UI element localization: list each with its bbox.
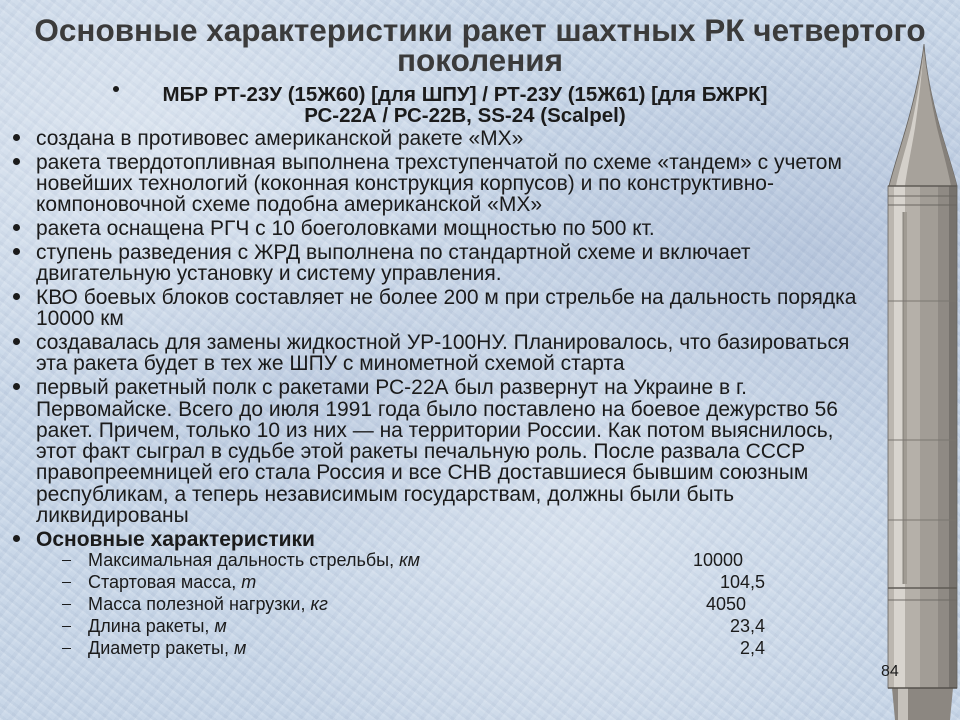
specs-heading: Основные характеристики	[36, 527, 315, 551]
bullet-list	[36, 128, 886, 659]
bullet-item	[36, 377, 886, 526]
bullet-line: ракета оснащена РГЧ с 10 боеголовками мощностью по 500 кт.	[36, 217, 655, 241]
spec-label	[88, 637, 246, 659]
bullet-line: создавалась для замены жидкостной УР-100НУ. Планировалось, что базироваться	[36, 331, 850, 355]
bullet-item	[36, 287, 886, 330]
bullet-line: первый ракетный полк с ракетами РС-22А был развернут на Украине в г.	[36, 376, 747, 400]
bullet-dot	[13, 224, 20, 231]
specs-list	[36, 549, 886, 659]
bullet-item	[36, 128, 886, 149]
spec-unit: кг	[310, 593, 328, 614]
slide-title: Основные характеристики ракет шахтных РК четвертого поколения	[34, 12, 926, 78]
bullet-dot	[13, 535, 20, 542]
bullet-item	[36, 242, 886, 285]
rocket-body-strip	[888, 186, 894, 688]
bullet-line: этот факт сыграл в судьбе этой ракеты печальную роль. После развала СССР	[36, 440, 806, 464]
spec-value: 10000	[693, 549, 744, 570]
spec-label-text: Диаметр ракеты,	[88, 637, 229, 658]
spec-label-text: Масса полезной нагрузки,	[88, 593, 306, 614]
spec-value: 23,4	[730, 615, 766, 636]
spec-label	[88, 571, 256, 593]
rocket-body-strip	[949, 186, 957, 688]
bullet-dot	[13, 338, 20, 345]
bullet-line: ракета твердотопливная выполнена трехступенчатой по схеме «тандем» с учетом	[36, 150, 842, 174]
bullet-line: двигательную установку и систему управления.	[36, 262, 502, 286]
bullet-line: ступень разведения с ЖРД выполнена по стандартной схеме и включает	[36, 240, 751, 264]
bullet-dot	[13, 383, 20, 390]
bullet-line: новейших технологий (коконная конструкция корпусов) и по конструктивно-	[36, 172, 774, 196]
spec-dash	[62, 582, 71, 583]
spec-label	[88, 615, 227, 637]
rocket-body-strip	[905, 186, 920, 688]
page-number: 84	[881, 663, 899, 680]
spec-row-diameter	[36, 637, 886, 659]
bullet-line: компоновочной схеме подобна американской «МХ»	[36, 193, 542, 217]
rocket-nozzle-highlight	[898, 688, 908, 720]
bullet-line: ракет. Причем, только 10 из них — на территории России. Как потом выяснилось,	[36, 418, 834, 442]
rocket-illustration	[880, 0, 960, 720]
spec-unit: т	[241, 571, 257, 592]
bullet-dot	[13, 248, 20, 255]
spec-unit: км	[399, 549, 420, 570]
bullet-line: создана в противовес американской ракете «МХ»	[36, 127, 524, 150]
spec-dash	[62, 604, 71, 605]
specs-section	[36, 529, 886, 659]
spec-row-payload-mass	[36, 593, 886, 615]
bullet-dot	[13, 134, 20, 141]
spec-label-text: Максимальная дальность стрельбы,	[88, 549, 395, 570]
rocket-body-strip	[920, 186, 938, 688]
spec-value: 104,5	[720, 571, 766, 592]
spec-dash	[62, 560, 71, 561]
spec-label-text: Стартовая масса,	[88, 571, 237, 592]
spec-row-launch-mass	[36, 571, 886, 593]
bullet-line: республикам, а теперь независимым государствам, должны были быть	[36, 482, 735, 506]
bullet-line: ликвидированы	[36, 504, 189, 528]
spec-dash	[62, 648, 71, 649]
spec-label	[88, 593, 328, 615]
subtitle-bullet-dot	[113, 86, 119, 92]
bullet-item	[36, 218, 886, 239]
bullet-item	[36, 332, 886, 375]
spec-unit: м	[214, 615, 227, 636]
bullet-line: 10000 км	[36, 307, 124, 331]
spec-row-max-range	[36, 549, 886, 571]
bullet-line: правопреемницей его стала Россия и все СНВ доставшиеся бывшим союзным	[36, 461, 809, 485]
subtitle-line: МБР РТ-23У (15Ж60) [для ШПУ] / РТ-23У (15Ж61) [для БЖРК]	[162, 83, 768, 106]
subtitle-block	[140, 84, 790, 126]
spec-dash	[62, 626, 71, 627]
spec-unit: м	[234, 637, 247, 658]
bullet-dot	[13, 158, 20, 165]
bullet-line: эта ракета будет в тех же ШПУ с минометной схемой старта	[36, 352, 625, 376]
bullet-dot	[13, 293, 20, 300]
spec-label-text: Длина ракеты,	[88, 615, 210, 636]
bullet-item	[36, 152, 886, 216]
rocket-cable-channel	[903, 212, 907, 584]
spec-row-length	[36, 615, 886, 637]
subtitle-line: РС-22А / РС-22В, SS-24 (Scalpel)	[304, 104, 626, 127]
spec-value: 4050	[706, 593, 747, 614]
rocket-body-strip	[938, 186, 949, 688]
bullet-line: Первомайске. Всего до июля 1991 года было поставлено на боевое дежурство 56	[36, 397, 838, 421]
spec-label	[88, 549, 420, 571]
spec-value: 2,4	[740, 637, 766, 658]
bullet-line: КВО боевых блоков составляет не более 200 м при стрельбе на дальность порядка	[36, 286, 857, 310]
